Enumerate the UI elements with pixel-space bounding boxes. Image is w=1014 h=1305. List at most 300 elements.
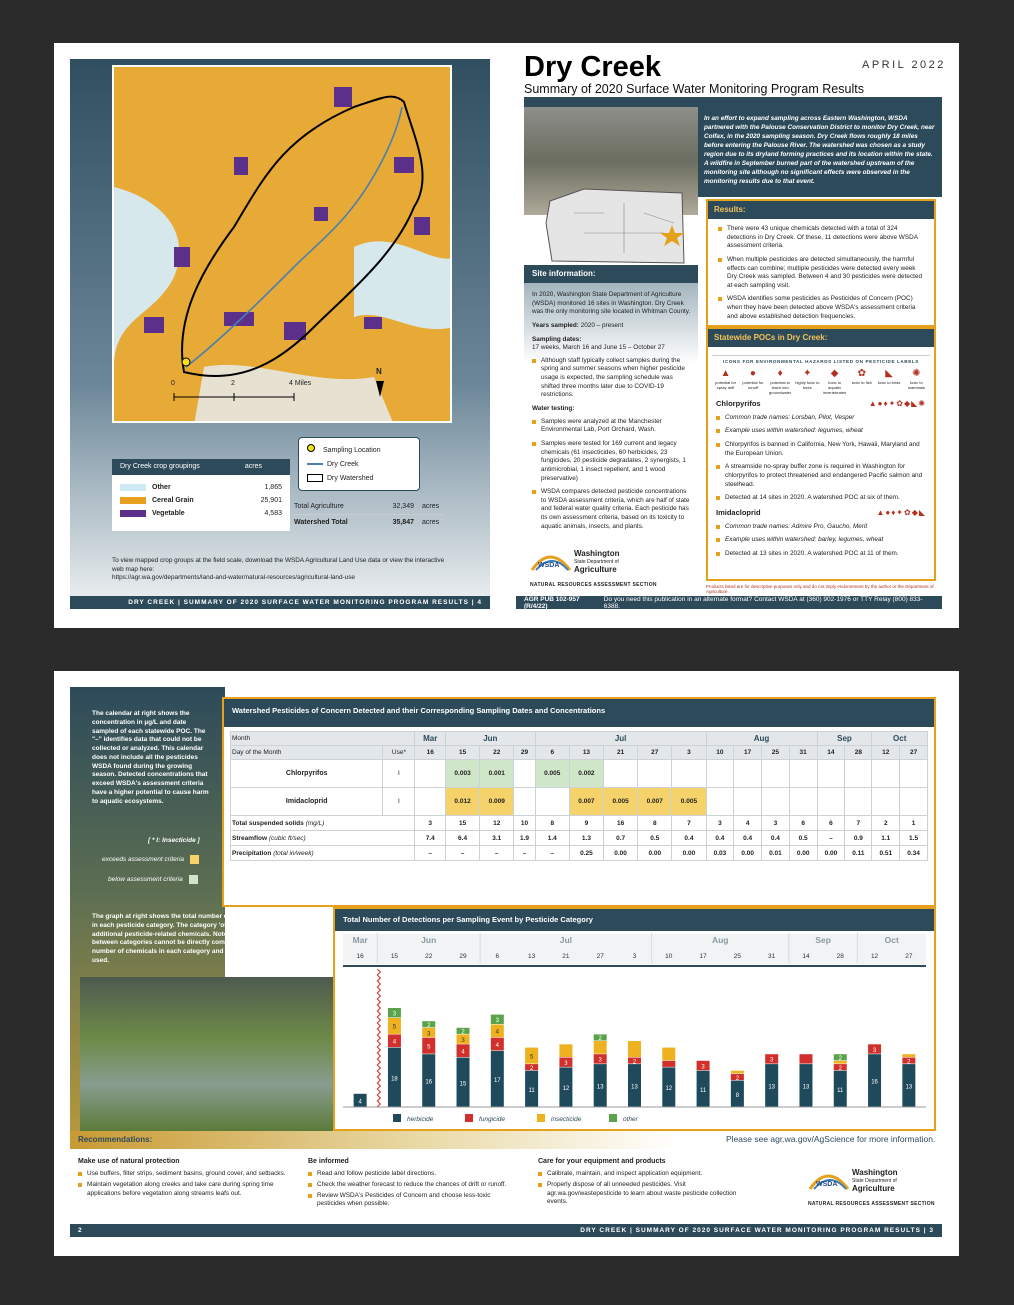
- list-item: Properly dispose of all unneeded pesticides. Visit agr.wa.gov/wastepesticide to learn about waste pesticide collection events.: [538, 1181, 748, 1207]
- north-arrow-label: N: [376, 367, 382, 376]
- crop-swatch: [120, 484, 146, 491]
- day-cell: 22: [480, 746, 514, 760]
- bar-value-label: 2: [632, 1059, 637, 1066]
- bar-value-label: 3: [564, 1060, 568, 1067]
- bar-value-label: 8: [735, 1092, 740, 1099]
- day-cell: 27: [638, 746, 672, 760]
- param-cell: 1.5: [900, 831, 928, 846]
- category-tick-label: 27: [596, 953, 604, 960]
- footer-right-page: AGR PUB 102-957 (R/4/22) Do you need this publication in an alternate format? Contact WSDA at (360) 902-1976 or TTY Relay (800) 833-6388.: [516, 596, 942, 609]
- site-info-text: In 2020, Washington State Department of Agriculture (WSDA) monitored 16 sites in Washington. Dry Creek was the only monitoring site located in Whitman County. Years sampled: 2020 – present Sampling dates: 17 weeks, March 16 and June 15 – October 27 Although staff typically collect samples during the spring and summer seasons when higher pesticide usage is expected, the sampling schedule was shifted three months later due to COVID-19 restrictions. Water testing: Samples were analyzed at the Manchester Environmental Lab, Port Orchard, Wash. Samples were tested for 169 current and legacy chemicals (61 insecticides, 60 herbicides, 23 fungicides, 20 pesticide degradates, 2 synergists, 1 antimicrobial, 1 insect repellent, and 1 wood preservative) WSDA compares detected pesticide concentrations to WSDA assessment criteria, which are half of state and federal water quality criteria. Each pesticide has its own assessment criteria, based on its toxicity to aquatic animals, insects, and plants.: [532, 291, 691, 530]
- land-use-link[interactable]: https://agr.wa.gov/departments/land-and-water/natural-resources/agricultural-land-use: [112, 574, 355, 582]
- param-cell: 7: [672, 816, 706, 831]
- hazard-2-icon: ♦: [777, 368, 783, 379]
- param-unit: (mg/L): [305, 819, 325, 827]
- hazard-icon-item: [713, 368, 739, 395]
- pesticide-row: [231, 788, 928, 816]
- graph-note: The graph at right shows the total number of detections per sampling visit in each pesticide category. The category 'other' includes degradates and additional pesticide-related chemicals. Note that the number of detections between categories cannot be directly compared due to the different number of chemicals in each category and variability in analysis methods used.: [92, 913, 322, 964]
- scale-0: 0: [171, 380, 175, 387]
- hazard-4-icon: ◆: [830, 368, 839, 379]
- param-cell: 0.9: [845, 831, 872, 846]
- scale-2: 2: [231, 380, 235, 387]
- crop-table-header: Dry Creek crop groupings acres: [112, 459, 290, 475]
- water-bullets: [532, 418, 692, 532]
- param-cell: 0.4: [734, 831, 762, 846]
- hazard-icon-item: [794, 368, 820, 395]
- conc-cell: [734, 760, 762, 788]
- param-cell: 0.00: [734, 846, 762, 861]
- list-item: Samples were tested for 169 current and legacy chemicals (61 insecticides, 60 herbicides, 23 fungicides, 20 pesticide degradates, 2 synergists, 1 antimicrobial, 1 insect repellent, and 1 wood preservative): [532, 440, 692, 483]
- conc-cell: 0.003: [445, 760, 479, 788]
- conc-cell: [817, 788, 845, 816]
- day-cell: 27: [900, 746, 928, 760]
- legend-label-insecticide: insecticide: [551, 1116, 582, 1123]
- bar-insecticide: [662, 1048, 675, 1061]
- exceeds-swatch: [190, 855, 199, 864]
- param-unit: (cubic ft/sec): [268, 834, 306, 842]
- watershed-map: [112, 65, 452, 423]
- page-spread-1: [54, 43, 959, 628]
- hazard-1-icon: ●: [749, 368, 756, 379]
- bar-value-label: 3: [495, 1018, 499, 1025]
- hazard-icon-item: [740, 368, 766, 395]
- pesticide-row: [231, 760, 928, 788]
- key-below: below assessment criteria: [108, 875, 198, 884]
- param-cell: 15: [445, 816, 479, 831]
- param-cell: –: [445, 846, 479, 861]
- bar-value-label: 3: [872, 1047, 877, 1054]
- calendar-title: Watershed Pesticides of Concern Detected and their Corresponding Sampling Dates and Concentrations: [224, 699, 934, 727]
- param-row: [231, 816, 928, 831]
- icons-title: ICONS FOR ENVIRONMENTAL HAZARDS LISTED ON PESTICIDE LABELS: [712, 355, 930, 364]
- param-cell: 0.03: [706, 846, 734, 861]
- category-tick-label: 15: [390, 953, 399, 960]
- land-use-note: To view mapped crop groups at the field scale, download the WSDA Agricultural Land Use data or view the interactive web map here: https://agr.wa.gov/departments/land-and-water/natural-resources/agricultural-land-use: [112, 557, 452, 583]
- bar-value-label: 2: [427, 1023, 431, 1029]
- hazard-icon-item: [767, 368, 793, 395]
- list-item: Although staff typically collect samples during the spring and summer seasons when higher pesticide usage is expected, the sampling schedule was shifted three months later due to COVID-19 restrictions.: [532, 357, 692, 400]
- bar-value-label: 4: [358, 1099, 362, 1106]
- param-cell: 3: [415, 816, 446, 831]
- hazard-label: potential for runoff: [742, 380, 764, 390]
- hazard-icon-item: [876, 368, 902, 395]
- day-cell: 17: [734, 746, 762, 760]
- bar-value-label: 16: [871, 1079, 878, 1086]
- results-box: [706, 199, 936, 327]
- month-Oct: Oct: [872, 732, 928, 746]
- crop-row: [120, 507, 282, 520]
- param-cell: 6: [789, 816, 817, 831]
- pesticide-name: Chlorpyrifos: [231, 760, 383, 788]
- param-cell: 0.00: [789, 846, 817, 861]
- recommendation-list: [538, 1170, 748, 1207]
- bar-value-label: 3: [598, 1057, 602, 1064]
- product-disclaimer: Products listed are for descriptive purposes only and do not imply endorsement by the author or the Department of Agriculture.: [706, 584, 934, 594]
- conc-cell: [789, 760, 817, 788]
- recommendation-column: [308, 1157, 518, 1211]
- month-Aug: Aug: [706, 732, 817, 746]
- param-cell: 0.4: [706, 831, 734, 846]
- map-legend: [298, 437, 420, 491]
- poc-box: [706, 327, 936, 581]
- param-cell: –: [480, 846, 514, 861]
- param-name: [231, 846, 415, 861]
- pub-date: APRIL 2022: [862, 59, 946, 71]
- bar-insecticide: [902, 1054, 915, 1057]
- conc-cell: [845, 788, 872, 816]
- legend-creek: Dry Creek: [307, 458, 411, 472]
- washington-map: [544, 183, 694, 271]
- conc-cell: [514, 760, 535, 788]
- pesticide-name: Imidacloprid: [231, 788, 383, 816]
- chlorpyrifos-bullets: [716, 414, 926, 503]
- param-cell: 6.4: [445, 831, 479, 846]
- param-cell: 1.4: [535, 831, 569, 846]
- param-label: Precipitation: [232, 849, 274, 857]
- hazard-icon-item: [849, 368, 875, 395]
- chart-title: Total Number of Detections per Sampling Event by Pesticide Category: [335, 909, 934, 931]
- bar-value-label: 13: [631, 1084, 638, 1091]
- map-graphic: [114, 67, 452, 423]
- list-item: Maintain vegetation along creeks and take care during spring time applications before vegetation along streams leafs out.: [78, 1181, 288, 1198]
- conc-cell: 0.005: [604, 788, 638, 816]
- use-cell: I: [383, 788, 415, 816]
- bar-insecticide: [628, 1041, 641, 1057]
- conc-cell: [672, 760, 706, 788]
- recommendation-list: [78, 1170, 288, 1198]
- param-cell: 0.34: [900, 846, 928, 861]
- bar-value-label: 11: [837, 1087, 844, 1094]
- day-row: [231, 746, 928, 760]
- detections-chart: [335, 931, 934, 1129]
- bar-value-label: 2: [907, 1059, 911, 1066]
- category-tick-label: 31: [768, 953, 776, 960]
- recommendations-header: Recommendations:: [78, 1135, 153, 1144]
- imidacloprid-heading: Imidacloprid: [716, 508, 761, 518]
- param-cell: 0.5: [638, 831, 672, 846]
- chlorpyrifos-hazard-icons: ▲●♦✦✿◆◣✺: [868, 399, 926, 408]
- conc-cell: [706, 760, 734, 788]
- param-cell: 0.4: [762, 831, 790, 846]
- crop-label: Cereal Grain: [152, 497, 194, 504]
- day-cell: 21: [604, 746, 638, 760]
- crop-table: [112, 459, 290, 531]
- below-swatch: [189, 875, 198, 884]
- list-item: Review WSDA's Pesticides of Concern and choose less-toxic pesticides when possible.: [308, 1192, 518, 1209]
- conc-cell: [734, 788, 762, 816]
- bar-value-label: 3: [461, 1037, 465, 1044]
- calendar-table: [230, 731, 928, 861]
- recommendation-list: [308, 1170, 518, 1209]
- recommendation-columns: [78, 1157, 778, 1211]
- day-cell: 14: [817, 746, 845, 760]
- legend-sampling-location: Sampling Location: [307, 444, 411, 458]
- conc-cell: 0.007: [638, 788, 672, 816]
- category-tick-label: 21: [562, 953, 570, 960]
- chart-box: [333, 907, 936, 1131]
- category-tick-label: 10: [665, 953, 673, 960]
- crop-row: [120, 494, 282, 507]
- bar-value-label: 5: [529, 1054, 534, 1061]
- conc-cell: [900, 788, 928, 816]
- bar-value-label: 12: [665, 1086, 673, 1093]
- legend-watershed: Dry Watershed: [307, 472, 411, 486]
- recommendation-title: Be informed: [308, 1158, 349, 1165]
- creek-line-icon: [307, 463, 323, 465]
- crop-value: 1,865: [264, 484, 282, 491]
- conc-cell: [415, 760, 446, 788]
- list-item: Check the weather forecast to reduce the chances of drift or runoff.: [308, 1181, 518, 1190]
- sampling-location-icon: [307, 444, 315, 452]
- param-cell: 0.51: [872, 846, 900, 861]
- category-tick-label: 17: [699, 953, 707, 960]
- list-item: When multiple pesticides are detected simultaneously, the harmful effects can combine; multiple pesticides were detected every week Dry Creek was sampled. Between 4 and 30 pesticides were detected at each sampling visit.: [718, 256, 926, 291]
- example-uses: Example uses within watershed: barley, legumes, wheat: [716, 536, 926, 545]
- param-cell: 1.3: [569, 831, 603, 846]
- list-item: There were 43 unique chemicals detected with a total of 324 detections in Dry Creek. Of these, 11 detections were above WSDA assessment criteria.: [718, 225, 926, 251]
- axis-break-line: [377, 969, 380, 1107]
- crop-value: 4,583: [264, 510, 282, 517]
- bar-value-label: 11: [699, 1087, 707, 1094]
- conc-cell: [706, 788, 734, 816]
- category-tick-label: 27: [905, 953, 913, 960]
- bar-value-label: 2: [461, 1029, 465, 1036]
- day-cell: 6: [535, 746, 569, 760]
- day-cell: 31: [789, 746, 817, 760]
- crop-row: [120, 481, 282, 494]
- param-cell: 1.9: [514, 831, 535, 846]
- wsda-logo-2: WSDA Washington State Department of Agriculture NATURAL RESOURCES ASSESSMENT SECTION: [808, 1168, 935, 1207]
- bar-value-label: 2: [529, 1065, 534, 1072]
- crop-label: Vegetable: [152, 510, 185, 517]
- param-cell: 3: [706, 816, 734, 831]
- key-use: [ * I: Insecticide ]: [148, 837, 200, 844]
- example-uses: Example uses within watershed: legumes, wheat: [716, 427, 926, 436]
- bar-value-label: 16: [425, 1079, 433, 1086]
- conc-cell: 0.012: [445, 788, 479, 816]
- more-info-text: Please see agr.wa.gov/AgScience for more information.: [726, 1134, 936, 1144]
- hazard-icon-item: [903, 368, 929, 395]
- param-cell: 0.4: [672, 831, 706, 846]
- conc-cell: [872, 788, 900, 816]
- param-cell: 0.5: [789, 831, 817, 846]
- imidacloprid-bullets: [716, 523, 926, 559]
- category-tick-label: 28: [836, 953, 844, 960]
- crop-value: 25,901: [260, 497, 282, 504]
- list-item: Samples were analyzed at the Manchester Environmental Lab, Port Orchard, Wash.: [532, 418, 692, 435]
- chlorpyrifos-heading: Chlorpyrifos: [716, 399, 761, 409]
- conc-cell: 0.005: [535, 760, 569, 788]
- param-name: [231, 816, 415, 831]
- day-cell: 15: [445, 746, 479, 760]
- category-tick-label: 14: [802, 953, 810, 960]
- param-unit: (total in/week): [273, 849, 314, 857]
- watershed-box-icon: [307, 474, 323, 482]
- day-cell: 16: [415, 746, 446, 760]
- bar-value-label: 12: [562, 1086, 570, 1093]
- page-title: Dry Creek: [524, 51, 662, 83]
- hazard-label: toxic to mammals: [907, 380, 926, 390]
- recommendation-title: Care for your equipment and products: [538, 1158, 666, 1165]
- month-Mar: Mar: [415, 732, 446, 746]
- hazard-7-icon: ✺: [912, 368, 921, 379]
- bar-value-label: 5: [427, 1044, 431, 1051]
- param-cell: 7.4: [415, 831, 446, 846]
- crop-label: Other: [152, 484, 171, 491]
- param-cell: 0.00: [638, 846, 672, 861]
- imidacloprid-hazard-icons: ▲●♦✦✿◆◣: [876, 507, 926, 517]
- day-cell: 13: [569, 746, 603, 760]
- scale-4: 4 Miles: [289, 380, 312, 387]
- category-tick-label: 12: [870, 953, 879, 960]
- bar-insecticide: [594, 1041, 607, 1054]
- legend-swatch-insecticide: [537, 1114, 545, 1122]
- day-cell: 28: [845, 746, 872, 760]
- category-tick-label: 13: [528, 953, 536, 960]
- site-info-header: Site information:: [524, 265, 698, 283]
- hazard-3-icon: ✦: [803, 368, 812, 379]
- param-cell: 12: [480, 816, 514, 831]
- category-tick-label: 22: [425, 953, 433, 960]
- results-header: Results:: [708, 201, 934, 219]
- param-cell: 0.7: [604, 831, 638, 846]
- param-cell: –: [415, 846, 446, 861]
- bar-value-label: 2: [838, 1056, 842, 1062]
- legend-swatch-other: [609, 1114, 617, 1122]
- hazard-label: toxic to aquatic invertebrates: [823, 380, 847, 395]
- hazard-0-icon: ▲: [720, 368, 731, 379]
- param-cell: 9: [569, 816, 603, 831]
- bar-value-label: 3: [770, 1057, 774, 1064]
- param-cell: 3.1: [480, 831, 514, 846]
- bar-value-label: 4: [495, 1029, 499, 1036]
- param-cell: –: [514, 846, 535, 861]
- hazard-label: toxic to fish: [851, 380, 872, 385]
- dates-bullets: [532, 357, 692, 400]
- hazard-label: highly toxic to bees: [795, 380, 820, 390]
- intro-box: In an effort to expand sampling across Eastern Washington, WSDA partnered with the Palouse Conservation District to monitor Dry Creek, near Colfax, in the 2020 sampling season. Dry Creek flows roughly 18 miles before entering the Palouse River. The watershed was chosen as a study region due to its dryland forming practices and its location within the state. A wildfire in September burned part of the watershed upstream of the monitoring site although no significant effects were observed in the monitoring results due to that event.: [698, 107, 942, 197]
- conc-cell: [817, 760, 845, 788]
- footer-spread-2: 2 DRY CREEK | SUMMARY OF 2020 SURFACE WATER MONITORING PROGRAM RESULTS | 3: [70, 1224, 942, 1237]
- month-row: [231, 732, 928, 746]
- hazard-label: potential to leach into groundwater: [769, 380, 792, 395]
- poc-header: Statewide POCs in Dry Creek:: [708, 329, 934, 347]
- bar-insecticide: [731, 1071, 744, 1074]
- param-name: [231, 831, 415, 846]
- param-cell: 0.00: [817, 846, 845, 861]
- conc-cell: 0.002: [569, 760, 603, 788]
- hazard-icon-item: [822, 368, 848, 395]
- param-cell: 10: [514, 816, 535, 831]
- bar-value-label: 2: [598, 1036, 602, 1043]
- category-tick-label: 29: [459, 953, 467, 960]
- param-cell: 1.1: [872, 831, 900, 846]
- param-cell: 0.25: [569, 846, 603, 861]
- month-Sep: Sep: [817, 732, 872, 746]
- day-cell: 10: [706, 746, 734, 760]
- hazard-label: toxic to birds: [877, 380, 901, 385]
- bar-value-label: 13: [905, 1084, 913, 1091]
- bar-value-label: 13: [768, 1084, 776, 1091]
- crop-swatch: [120, 510, 146, 517]
- trade-names: Common trade names: Admire Pro, Gaucho, Merit: [716, 523, 926, 532]
- page-spread-2: [54, 671, 959, 1256]
- conc-cell: 0.009: [480, 788, 514, 816]
- hazard-icons: [708, 368, 934, 395]
- wsda-logo: WSDA Washington State Department of Agriculture NATURAL RESOURCES ASSESSMENT SECTION: [530, 549, 657, 588]
- param-label: Total suspended solids: [232, 819, 306, 827]
- bar-value-label: 18: [391, 1076, 398, 1083]
- conc-cell: [762, 788, 790, 816]
- calendar-note: The calendar at right shows the concentration in µg/L and date sampled of each statewide POC. The "–" identifies data that could not be collected or analyzed. This calendar does not include all the pesticides WSDA found during the growing season. Detected concentrations that exceed WSDA's assessment criteria have a higher potential to cause harm to aquatic ecosystems.: [92, 710, 209, 805]
- footer-left-page: DRY CREEK | SUMMARY OF 2020 SURFACE WATER MONITORING PROGRAM RESULTS | 4: [70, 596, 490, 609]
- list-item: Detected at 13 sites in 2020. A watershed POC at 11 of them.: [716, 550, 926, 559]
- bar-fungicide: [799, 1054, 812, 1063]
- page-subtitle: Summary of 2020 Surface Water Monitoring Program Results: [524, 82, 864, 96]
- creek-photo: [80, 977, 338, 1131]
- trade-names: Common trade names: Lorsban, Pilot, Vesper: [716, 414, 926, 423]
- bar-value-label: 4: [495, 1042, 499, 1049]
- legend-label-other: other: [623, 1116, 638, 1123]
- bar-value-label: 17: [493, 1077, 501, 1084]
- results-bullets: [708, 219, 934, 321]
- month-Jul: Jul: [535, 732, 706, 746]
- legend-label-fungicide: fungicide: [479, 1116, 506, 1123]
- bar-value-label: 4: [461, 1049, 465, 1056]
- param-cell: 2: [872, 816, 900, 831]
- param-cell: 7: [845, 816, 872, 831]
- day-cell: 3: [672, 746, 706, 760]
- param-cell: 8: [638, 816, 672, 831]
- category-tick-label: 3: [632, 953, 637, 960]
- bar-fungicide: [662, 1061, 675, 1067]
- category-tick-label: 25: [733, 953, 741, 960]
- calendar-box: [222, 697, 936, 907]
- key-exceeds: exceeds assessment criteria: [102, 855, 199, 864]
- list-item: WSDA compares detected pesticide concentrations to WSDA assessment criteria, which are half of state and federal water quality criteria. Each pesticide has its own assessment criteria, based on its toxicity to aquatic animals, insects, and plants.: [532, 488, 692, 531]
- list-item: Calibrate, maintain, and inspect application equipment.: [538, 1170, 748, 1179]
- bar-value-label: 3: [392, 1011, 397, 1018]
- bar-value-label: 2: [838, 1065, 842, 1072]
- crop-rows: [112, 475, 290, 526]
- list-item: A streamside no-spray buffer zone is required in Washington for chlorpyrifos to protect threatened and endangered Pacific salmon and steelhead.: [716, 463, 926, 489]
- list-item: WSDA identifies some pesticides as Pesticides of Concern (POC) when they have been detected above WSDA's assessment criteria and above established detection frequencies.: [718, 295, 926, 321]
- bar-value-label: 4: [392, 1039, 397, 1046]
- bar-value-label: 5: [392, 1024, 397, 1031]
- bar-insecticide: [559, 1044, 572, 1057]
- month-Jun: Jun: [445, 732, 535, 746]
- param-cell: 16: [604, 816, 638, 831]
- recommendation-title: Make use of natural protection: [78, 1158, 180, 1165]
- bar-value-label: 3: [427, 1031, 431, 1038]
- conc-cell: [789, 788, 817, 816]
- bar-value-label: 13: [802, 1084, 810, 1091]
- legend-label-herbicide: herbicide: [407, 1116, 434, 1123]
- conc-cell: [415, 788, 446, 816]
- day-label: Day of the Month: [231, 746, 383, 760]
- param-cell: –: [535, 846, 569, 861]
- conc-cell: [845, 760, 872, 788]
- conc-cell: [604, 760, 638, 788]
- param-cell: 1: [900, 816, 928, 831]
- month-label: Month: [231, 732, 415, 746]
- param-cell: 3: [762, 816, 790, 831]
- conc-cell: 0.001: [480, 760, 514, 788]
- conc-cell: 0.007: [569, 788, 603, 816]
- day-cell: 29: [514, 746, 535, 760]
- category-tick-label: 6: [495, 953, 500, 960]
- param-cell: 4: [734, 816, 762, 831]
